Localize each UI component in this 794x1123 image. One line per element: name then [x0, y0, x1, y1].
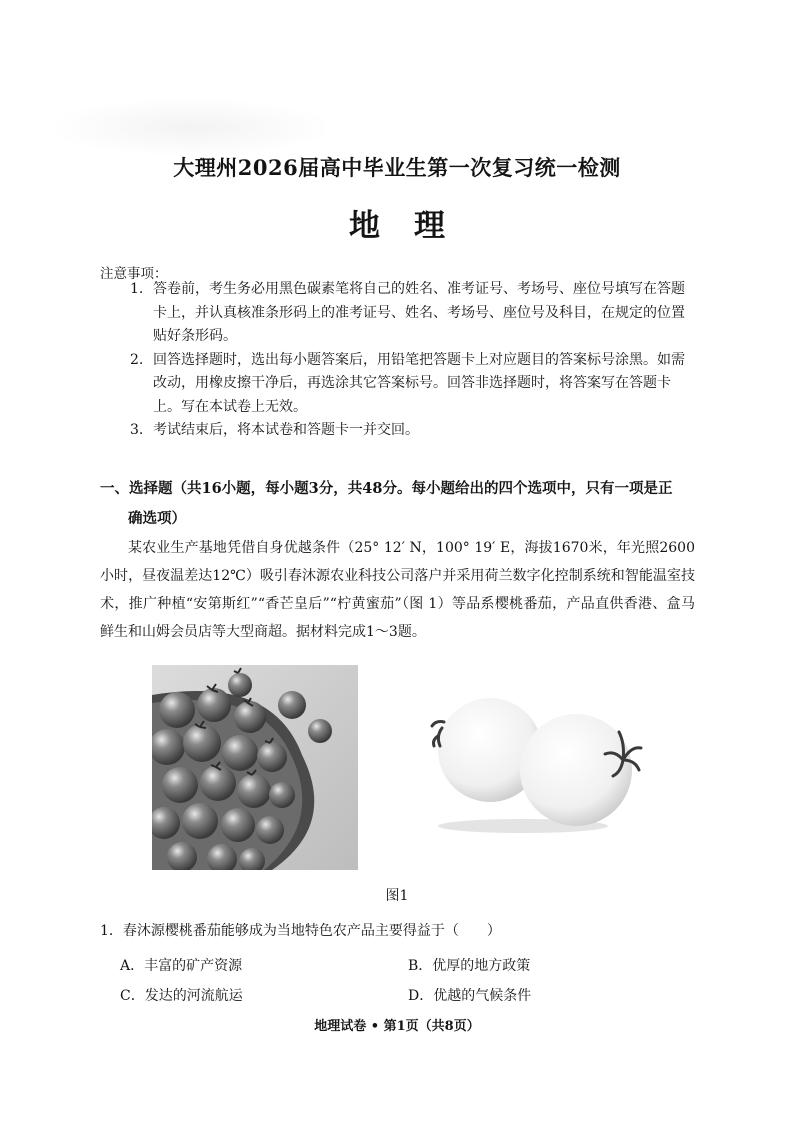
notice-item-number: 1. — [130, 281, 144, 297]
option-b: B．优厚的地方政策 — [408, 958, 531, 974]
option-list — [100, 951, 700, 1011]
notice-item-text: 考试结束后，将本试卷和答题卡一并交回。 — [153, 422, 419, 438]
question-stem: 1．春沐源樱桃番茄能够成为当地特色农产品主要得益于（ ） — [100, 923, 501, 939]
option-a: A．丰富的矿产资源 — [120, 958, 243, 974]
subject-title: 地理 — [349, 208, 479, 244]
section-heading-line1: 一、选择题（共16小题，每小题3分，共48分。每小题给出的四个选项中，只有一项是正 — [100, 480, 673, 497]
yellow-tomato-photo — [428, 688, 646, 838]
notice-item-text: 回答选择题时，选出每小题答案后，用铅笔把答题卡上对应题目的答案标号涂黑。如需改动，用橡皮擦干净后，再选涂其它答案标号。回答非选择题时，将答案写在答题卡上。写在本试卷上无效。 — [153, 351, 685, 415]
exam-title: 大理州2026届高中毕业生第一次复习统一检测 — [173, 155, 621, 180]
section-heading-line2: 确选项） — [128, 510, 186, 527]
notice-item — [130, 349, 695, 420]
option-d: D．优越的气候条件 — [408, 988, 532, 1004]
tomato-bowl-photo — [152, 665, 358, 870]
notice-item-number: 3. — [130, 422, 144, 438]
notice-item-number: 2. — [130, 351, 144, 368]
question-1 — [100, 920, 700, 1011]
notice-heading: 注意事项： — [100, 266, 168, 282]
notice-item — [130, 419, 695, 443]
notice-item — [130, 278, 695, 349]
scan-shading — [55, 100, 325, 155]
section-heading — [100, 474, 700, 534]
figure-caption: 图1 — [385, 888, 409, 904]
notice-item-text: 答卷前，考生务必用黑色碳素笔将自己的姓名、准考证号、考场号、座位号填写在答题卡上，并认真核准条形码上的准考证号、姓名、考场号、座位号及科目，在规定的位置贴好条形码。 — [153, 281, 685, 344]
option-c: C．发达的河流航运 — [120, 988, 243, 1004]
page-footer: 地理试卷 • 第1页（共8页） — [314, 1019, 480, 1034]
notice-list — [130, 278, 695, 443]
material-paragraph: 某农业生产基地凭借自身优越条件（25° 12′ N，100° 19′ E，海拔1670米，年光照2600小时，昼夜温差达12℃）吸引春沐源农业科技公司落户并采用荷兰数字化控制系统和智能温室技术，推广种植“安第斯红”“香芒皇后”“柠黄蜜茄”（图 1）等品系樱桃番茄，产品直供香港、盒马鲜生和山姆会员店等大型商超。据材料完成1～3题。 — [100, 540, 695, 640]
